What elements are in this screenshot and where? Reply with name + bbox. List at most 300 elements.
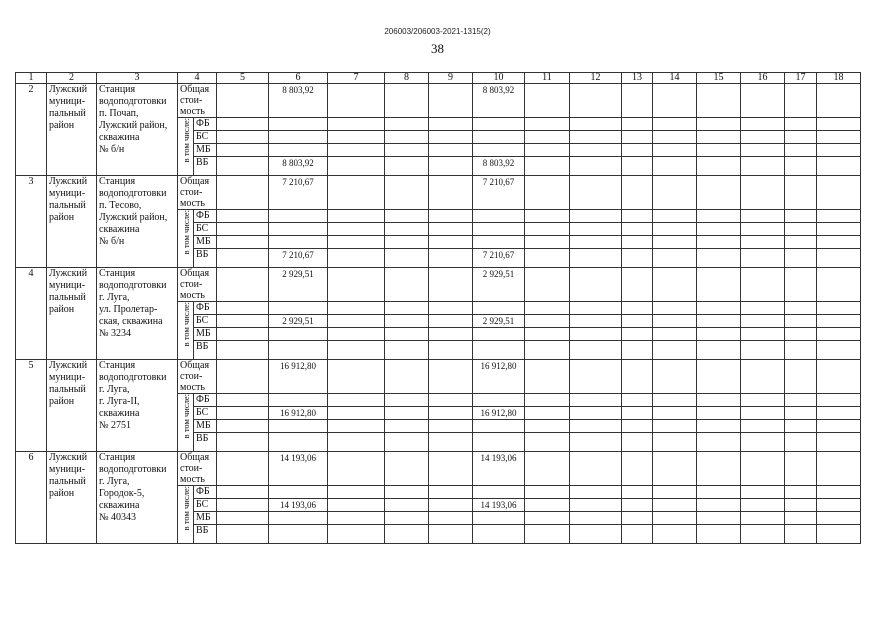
district-line: муници- <box>49 188 86 199</box>
cell-col-16 <box>741 486 785 499</box>
cell-col-9 <box>429 420 473 433</box>
cell-col-9 <box>429 157 473 176</box>
district-line: Лужский <box>49 176 88 187</box>
cell-col-8 <box>385 302 429 315</box>
cell-col-17 <box>785 525 817 544</box>
cell-col-8 <box>385 433 429 452</box>
cell-col-12 <box>570 223 622 236</box>
row-number: 6 <box>16 452 47 544</box>
cell-col-13 <box>622 407 653 420</box>
district-cell <box>47 268 97 360</box>
cell-col-18 <box>817 486 861 499</box>
cell-col-6: 14 193,06 <box>269 452 328 486</box>
cell-col-14 <box>653 452 697 486</box>
funding-type-label: МБ <box>194 512 217 525</box>
district-line: Лужский <box>49 452 88 463</box>
district-line: муници- <box>49 280 86 291</box>
cell-col-11 <box>525 499 570 512</box>
cell-col-8 <box>385 420 429 433</box>
cell-col-11 <box>525 131 570 144</box>
cell-col-6 <box>269 341 328 360</box>
cell-col-12 <box>570 157 622 176</box>
cell-col-12 <box>570 118 622 131</box>
cell-col-8 <box>385 84 429 118</box>
cell-col-10 <box>473 118 525 131</box>
cell-col-9 <box>429 249 473 268</box>
district-line: пальный <box>49 200 86 211</box>
cell-col-10: 8 803,92 <box>473 84 525 118</box>
cell-col-16 <box>741 144 785 157</box>
cell-col-18 <box>817 525 861 544</box>
object-line: № б/н <box>99 144 125 155</box>
cell-col-5 <box>217 302 269 315</box>
object-line: г. Луга, <box>99 476 130 487</box>
column-number-3: 3 <box>97 73 178 84</box>
funding-type-label: БС <box>194 499 217 512</box>
cell-col-16 <box>741 433 785 452</box>
district-line: муници- <box>49 464 86 475</box>
total-cost-label-line: стои- <box>180 371 203 382</box>
cell-col-14 <box>653 360 697 394</box>
cell-col-9 <box>429 512 473 525</box>
object-cell <box>97 360 178 452</box>
funding-type-label: ВБ <box>194 249 217 268</box>
cell-col-17 <box>785 360 817 394</box>
cell-col-10 <box>473 302 525 315</box>
cell-col-7 <box>328 394 385 407</box>
object-line: № б/н <box>99 236 125 247</box>
including-label <box>178 118 194 176</box>
column-number-7: 7 <box>328 73 385 84</box>
cell-col-15 <box>697 420 741 433</box>
cell-col-16 <box>741 268 785 302</box>
cell-col-17 <box>785 236 817 249</box>
cell-col-9 <box>429 131 473 144</box>
cell-col-8 <box>385 236 429 249</box>
total-cost-label-line: мость <box>180 106 205 117</box>
column-number-11: 11 <box>525 73 570 84</box>
cell-col-16 <box>741 360 785 394</box>
table-row <box>16 176 861 210</box>
cell-col-5 <box>217 512 269 525</box>
cell-col-13 <box>622 512 653 525</box>
cell-col-13 <box>622 486 653 499</box>
cell-col-18 <box>817 341 861 360</box>
cell-col-18 <box>817 176 861 210</box>
cell-col-17 <box>785 499 817 512</box>
cell-col-6 <box>269 302 328 315</box>
cell-col-9 <box>429 328 473 341</box>
column-number-15: 15 <box>697 73 741 84</box>
cell-col-10: 7 210,67 <box>473 176 525 210</box>
cell-col-18 <box>817 512 861 525</box>
cell-col-15 <box>697 118 741 131</box>
object-cell <box>97 84 178 176</box>
cell-col-17 <box>785 268 817 302</box>
cell-col-17 <box>785 176 817 210</box>
cell-col-17 <box>785 433 817 452</box>
cell-col-6 <box>269 328 328 341</box>
district-line: Лужский <box>49 360 88 371</box>
cell-col-17 <box>785 486 817 499</box>
column-number-10: 10 <box>473 73 525 84</box>
cell-col-15 <box>697 360 741 394</box>
object-line: Станция <box>99 84 136 95</box>
cell-col-6 <box>269 394 328 407</box>
funding-type-label: МБ <box>194 328 217 341</box>
cell-col-16 <box>741 176 785 210</box>
cell-col-5 <box>217 131 269 144</box>
including-label <box>178 486 194 544</box>
cell-col-15 <box>697 315 741 328</box>
district-line: пальный <box>49 384 86 395</box>
cell-col-16 <box>741 328 785 341</box>
cell-col-8 <box>385 223 429 236</box>
cell-col-8 <box>385 210 429 223</box>
cell-col-7 <box>328 157 385 176</box>
cell-col-11 <box>525 118 570 131</box>
total-cost-label-line: Общая <box>180 452 210 463</box>
cell-col-12 <box>570 486 622 499</box>
object-line: № 3234 <box>99 328 132 339</box>
object-line: п. Тесово, <box>99 200 142 211</box>
column-number-13: 13 <box>622 73 653 84</box>
cell-col-10 <box>473 394 525 407</box>
cell-col-11 <box>525 249 570 268</box>
funding-type-label: БС <box>194 407 217 420</box>
cell-col-17 <box>785 210 817 223</box>
table-row <box>16 360 861 394</box>
cell-col-15 <box>697 84 741 118</box>
cell-col-17 <box>785 84 817 118</box>
cell-col-6: 2 929,51 <box>269 268 328 302</box>
cell-col-16 <box>741 302 785 315</box>
cell-col-6: 16 912,80 <box>269 360 328 394</box>
cell-col-5 <box>217 420 269 433</box>
total-cost-label <box>178 268 217 302</box>
cell-col-10 <box>473 420 525 433</box>
cell-col-12 <box>570 341 622 360</box>
cell-col-5 <box>217 157 269 176</box>
cell-col-12 <box>570 499 622 512</box>
cell-col-11 <box>525 144 570 157</box>
cell-col-11 <box>525 486 570 499</box>
cell-col-9 <box>429 341 473 360</box>
object-cell <box>97 176 178 268</box>
cell-col-15 <box>697 223 741 236</box>
cell-col-10: 2 929,51 <box>473 268 525 302</box>
cell-col-14 <box>653 512 697 525</box>
data-table <box>15 72 861 544</box>
cell-col-17 <box>785 144 817 157</box>
cell-col-17 <box>785 118 817 131</box>
cell-col-16 <box>741 84 785 118</box>
cell-col-18 <box>817 452 861 486</box>
cell-col-12 <box>570 360 622 394</box>
cell-col-7 <box>328 512 385 525</box>
object-line: скважина <box>99 224 140 235</box>
cell-col-17 <box>785 249 817 268</box>
cell-col-9 <box>429 315 473 328</box>
cell-col-9 <box>429 210 473 223</box>
row-number: 4 <box>16 268 47 360</box>
cell-col-13 <box>622 394 653 407</box>
cell-col-14 <box>653 249 697 268</box>
cell-col-11 <box>525 420 570 433</box>
cell-col-10 <box>473 433 525 452</box>
cell-col-13 <box>622 236 653 249</box>
cell-col-5 <box>217 525 269 544</box>
cell-col-9 <box>429 407 473 420</box>
object-line: скважина <box>99 132 140 143</box>
cell-col-7 <box>328 176 385 210</box>
cell-col-8 <box>385 268 429 302</box>
total-cost-label <box>178 360 217 394</box>
district-line: Лужский <box>49 268 88 279</box>
total-cost-label-line: Общая <box>180 84 210 95</box>
cell-col-7 <box>328 525 385 544</box>
cell-col-14 <box>653 341 697 360</box>
column-number-6: 6 <box>269 73 328 84</box>
cell-col-5 <box>217 176 269 210</box>
cell-col-6 <box>269 118 328 131</box>
object-line: скважина <box>99 408 140 419</box>
cell-col-7 <box>328 486 385 499</box>
table-row <box>16 452 861 486</box>
cell-col-17 <box>785 452 817 486</box>
cell-col-8 <box>385 131 429 144</box>
cell-col-10 <box>473 131 525 144</box>
cell-col-11 <box>525 223 570 236</box>
cell-col-18 <box>817 407 861 420</box>
cell-col-15 <box>697 144 741 157</box>
row-number: 2 <box>16 84 47 176</box>
cell-col-10: 14 193,06 <box>473 452 525 486</box>
object-line: Лужский район, <box>99 120 168 131</box>
district-cell <box>47 452 97 544</box>
cell-col-15 <box>697 249 741 268</box>
cell-col-13 <box>622 118 653 131</box>
cell-col-5 <box>217 223 269 236</box>
table-row <box>16 84 861 118</box>
funding-type-label: ФБ <box>194 394 217 407</box>
cell-col-12 <box>570 131 622 144</box>
including-label <box>178 394 194 452</box>
cell-col-6: 7 210,67 <box>269 176 328 210</box>
cell-col-18 <box>817 360 861 394</box>
cell-col-14 <box>653 328 697 341</box>
cell-col-14 <box>653 407 697 420</box>
column-number-16: 16 <box>741 73 785 84</box>
cell-col-8 <box>385 512 429 525</box>
cell-col-14 <box>653 525 697 544</box>
cell-col-5 <box>217 210 269 223</box>
cell-col-17 <box>785 223 817 236</box>
funding-type-label: ФБ <box>194 302 217 315</box>
cell-col-14 <box>653 302 697 315</box>
cell-col-11 <box>525 236 570 249</box>
cell-col-11 <box>525 315 570 328</box>
funding-type-label: ВБ <box>194 157 217 176</box>
cell-col-13 <box>622 176 653 210</box>
cell-col-18 <box>817 499 861 512</box>
total-cost-label <box>178 84 217 118</box>
district-line: пальный <box>49 476 86 487</box>
funding-type-label: ВБ <box>194 433 217 452</box>
cell-col-6 <box>269 144 328 157</box>
cell-col-12 <box>570 210 622 223</box>
cell-col-10 <box>473 486 525 499</box>
cell-col-8 <box>385 176 429 210</box>
cell-col-15 <box>697 486 741 499</box>
cell-col-18 <box>817 157 861 176</box>
cell-col-9 <box>429 223 473 236</box>
cell-col-12 <box>570 512 622 525</box>
including-label-text: в том числе: <box>180 210 191 255</box>
total-cost-label-line: мость <box>180 290 205 301</box>
cell-col-9 <box>429 394 473 407</box>
cell-col-13 <box>622 144 653 157</box>
cell-col-18 <box>817 144 861 157</box>
funding-type-label: ФБ <box>194 210 217 223</box>
cell-col-8 <box>385 452 429 486</box>
row-number: 5 <box>16 360 47 452</box>
cell-col-13 <box>622 452 653 486</box>
page-number: 38 <box>431 41 444 56</box>
cell-col-6 <box>269 420 328 433</box>
cell-col-14 <box>653 394 697 407</box>
cell-col-9 <box>429 499 473 512</box>
cell-col-14 <box>653 223 697 236</box>
district-line: пальный <box>49 108 86 119</box>
cell-col-15 <box>697 210 741 223</box>
total-cost-label-line: стои- <box>180 187 203 198</box>
cell-col-7 <box>328 131 385 144</box>
cell-col-7 <box>328 118 385 131</box>
cell-col-13 <box>622 315 653 328</box>
cell-col-9 <box>429 84 473 118</box>
cell-col-7 <box>328 360 385 394</box>
cell-col-14 <box>653 131 697 144</box>
cell-col-16 <box>741 131 785 144</box>
cell-col-10 <box>473 328 525 341</box>
cell-col-14 <box>653 268 697 302</box>
cell-col-8 <box>385 249 429 268</box>
cell-col-13 <box>622 525 653 544</box>
funding-type-label: ФБ <box>194 486 217 499</box>
cell-col-12 <box>570 433 622 452</box>
object-line: ская, скважина <box>99 316 163 327</box>
cell-col-6 <box>269 236 328 249</box>
cell-col-11 <box>525 84 570 118</box>
document-id: 206003/206003-2021-1315(2) <box>384 27 491 36</box>
funding-type-label: ВБ <box>194 525 217 544</box>
total-cost-label-line: стои- <box>180 279 203 290</box>
cell-col-11 <box>525 452 570 486</box>
cell-col-13 <box>622 433 653 452</box>
cell-col-8 <box>385 341 429 360</box>
cell-col-14 <box>653 236 697 249</box>
cell-col-15 <box>697 525 741 544</box>
cell-col-16 <box>741 157 785 176</box>
column-number-2: 2 <box>47 73 97 84</box>
cell-col-10: 16 912,80 <box>473 360 525 394</box>
cell-col-5 <box>217 394 269 407</box>
object-line: № 40343 <box>99 512 137 523</box>
cell-col-16 <box>741 315 785 328</box>
cell-col-13 <box>622 84 653 118</box>
cell-col-7 <box>328 84 385 118</box>
cell-col-15 <box>697 394 741 407</box>
cell-col-7 <box>328 268 385 302</box>
cell-col-16 <box>741 420 785 433</box>
funding-type-label: ВБ <box>194 341 217 360</box>
cell-col-11 <box>525 433 570 452</box>
total-cost-label-line: Общая <box>180 176 210 187</box>
object-line: Станция <box>99 360 136 371</box>
cell-col-17 <box>785 328 817 341</box>
cell-col-16 <box>741 499 785 512</box>
cell-col-6 <box>269 512 328 525</box>
cell-col-18 <box>817 131 861 144</box>
cell-col-9 <box>429 176 473 210</box>
cell-col-7 <box>328 236 385 249</box>
cell-col-12 <box>570 452 622 486</box>
cell-col-14 <box>653 210 697 223</box>
cell-col-15 <box>697 131 741 144</box>
total-cost-label-line: Общая <box>180 268 210 279</box>
cell-col-10: 16 912,80 <box>473 407 525 420</box>
cell-col-8 <box>385 394 429 407</box>
column-number-17: 17 <box>785 73 817 84</box>
cell-col-18 <box>817 223 861 236</box>
cell-col-18 <box>817 268 861 302</box>
cell-col-14 <box>653 144 697 157</box>
funding-type-label: БС <box>194 315 217 328</box>
cell-col-11 <box>525 302 570 315</box>
cell-col-15 <box>697 433 741 452</box>
cell-col-10: 8 803,92 <box>473 157 525 176</box>
cell-col-18 <box>817 433 861 452</box>
cell-col-13 <box>622 249 653 268</box>
cell-col-9 <box>429 433 473 452</box>
cell-col-11 <box>525 512 570 525</box>
cell-col-16 <box>741 407 785 420</box>
cell-col-16 <box>741 118 785 131</box>
cell-col-13 <box>622 420 653 433</box>
cell-col-6 <box>269 486 328 499</box>
cell-col-10 <box>473 236 525 249</box>
cell-col-5 <box>217 315 269 328</box>
cell-col-7 <box>328 452 385 486</box>
cell-col-11 <box>525 328 570 341</box>
column-number-1: 1 <box>16 73 47 84</box>
cell-col-5 <box>217 486 269 499</box>
cell-col-5 <box>217 499 269 512</box>
column-number-9: 9 <box>429 73 473 84</box>
including-label-text: в том числе: <box>180 302 191 347</box>
cell-col-7 <box>328 420 385 433</box>
cell-col-13 <box>622 131 653 144</box>
cell-col-13 <box>622 223 653 236</box>
object-line: № 2751 <box>99 420 132 431</box>
cell-col-11 <box>525 360 570 394</box>
cell-col-12 <box>570 176 622 210</box>
district-line: муници- <box>49 372 86 383</box>
cell-col-9 <box>429 236 473 249</box>
cell-col-17 <box>785 131 817 144</box>
cell-col-17 <box>785 302 817 315</box>
